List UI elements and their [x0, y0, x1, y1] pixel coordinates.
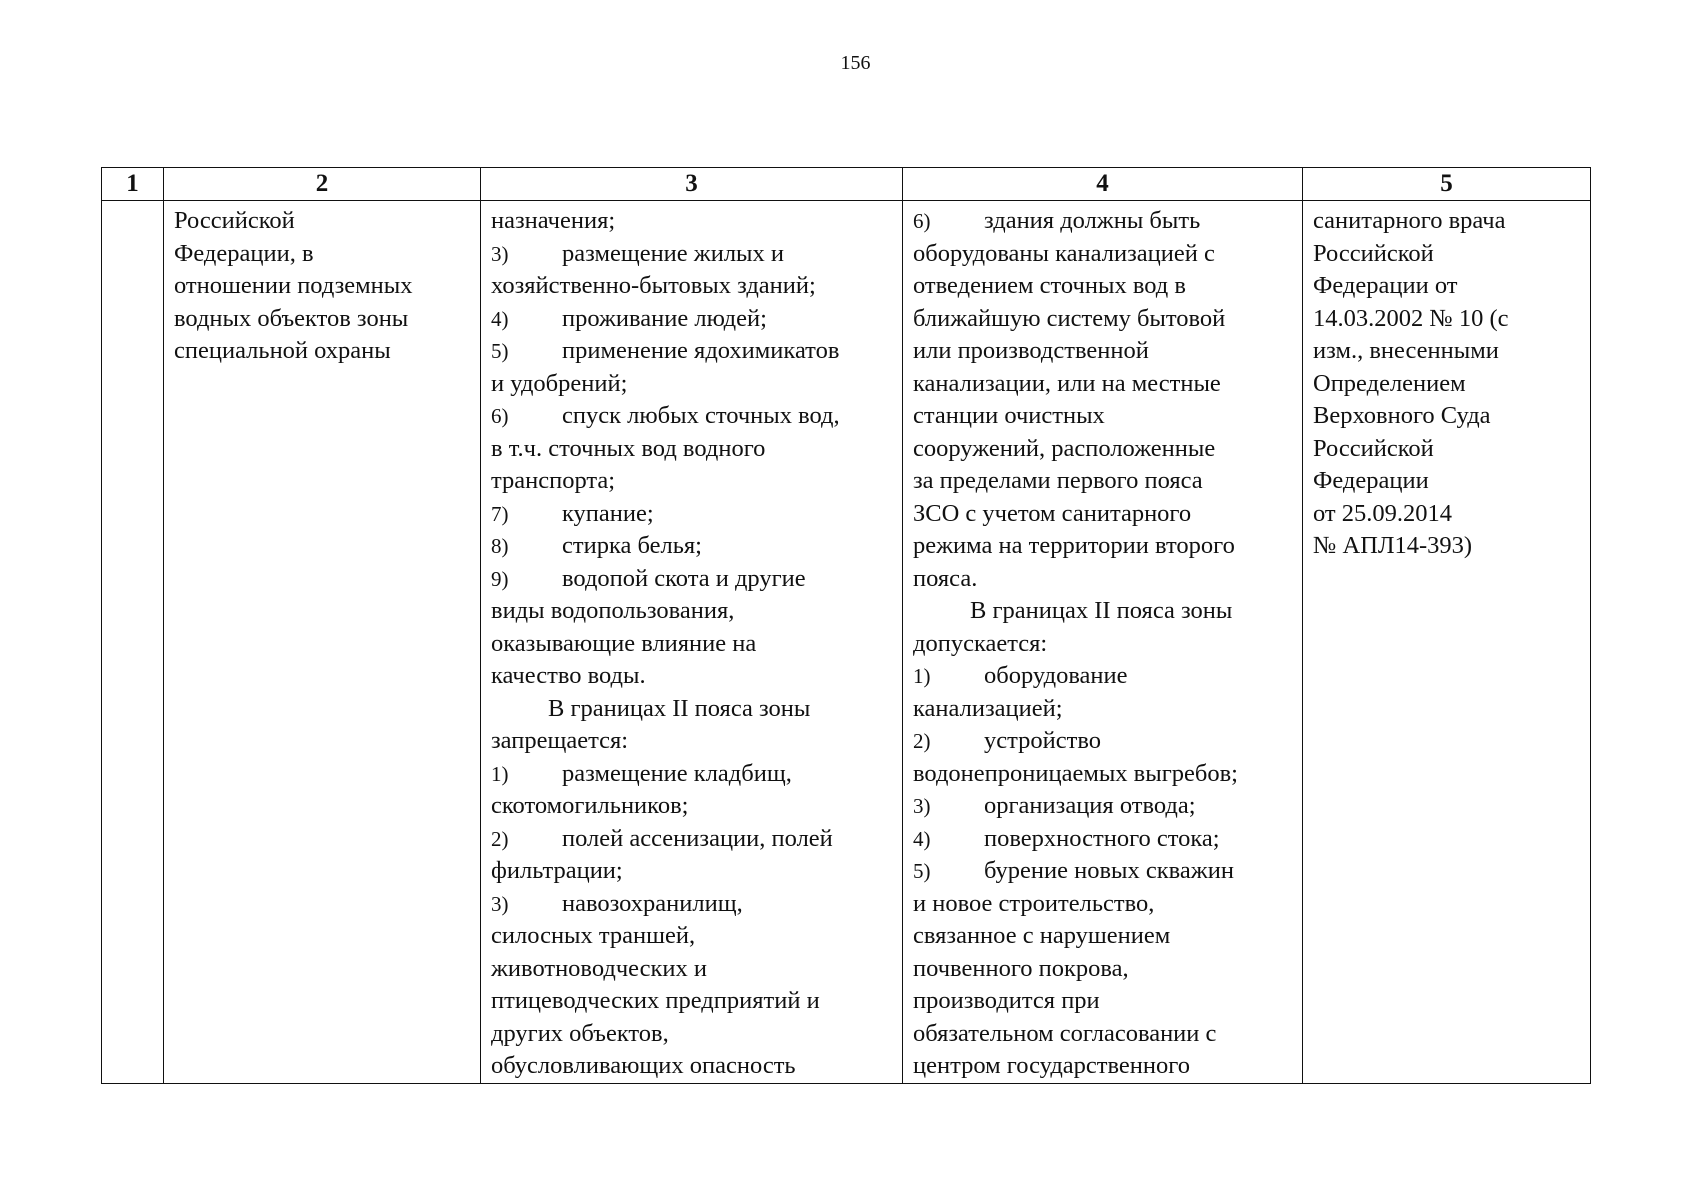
list-item-number: 5) [913, 859, 931, 883]
column-header-5: 5 [1303, 168, 1591, 201]
cell-text-line: специальной охраны [174, 337, 391, 364]
cell-text-line: Федерации от [1313, 272, 1458, 299]
cell-text-line: транспорта; [491, 467, 616, 494]
cell-text-line: и удобрений; [491, 369, 628, 397]
cell-text-line: ближайшую систему бытовой [913, 304, 1226, 332]
list-item-number: 1) [913, 664, 931, 688]
cell-text-line: 14.03.2002 № 10 (с [1313, 304, 1509, 332]
cell-text-line: оказывающие влияние на [491, 629, 757, 657]
list-item-text: размещение жилых и [562, 239, 785, 267]
list-item [913, 790, 1292, 823]
list-item-number: 5) [491, 339, 509, 363]
list-item-text: размещение кладбищ, [562, 759, 792, 787]
list-item-text: организация отвода; [984, 792, 1196, 819]
cell-text-line: производится при [913, 987, 1100, 1014]
cell-text-line: пояса. [913, 564, 978, 592]
list-item-number: 6) [491, 404, 509, 428]
cell-text-line: допускается: [913, 629, 1048, 657]
cell-text-line: отведением сточных вод в [913, 272, 1186, 299]
list-item-text: купание; [562, 499, 654, 527]
cell-text-line: изм., внесенными [1313, 337, 1499, 364]
cell-text-line: станции очистных [913, 402, 1105, 429]
cell-text-line: центром государственного [913, 1052, 1190, 1079]
list-item-number: 7) [491, 501, 509, 526]
header-row [102, 168, 1591, 201]
list-item-number: 4) [913, 826, 931, 851]
cell-text-line: сооружений, расположенные [913, 434, 1216, 462]
list-item-number: 2) [913, 729, 931, 753]
cell-text-line: птицеводческих предприятий и [491, 987, 820, 1014]
cell-text-line: качество воды. [491, 662, 646, 689]
list-item-text: применение ядохимикатов [562, 337, 840, 364]
column-header-4: 4 [903, 168, 1303, 201]
cell-text-line: водных объектов зоны [174, 304, 409, 332]
list-item-number: 3) [491, 891, 509, 916]
list-item [913, 660, 1292, 693]
cell-text-line: фильтрации; [491, 857, 623, 884]
list-item [491, 563, 892, 596]
cell-text-line: Российской [174, 207, 295, 234]
list-item [491, 530, 892, 563]
list-item-number: 4) [491, 306, 509, 331]
cell-text-line: других объектов, [491, 1019, 669, 1047]
list-item [491, 400, 892, 433]
cell-col2 [164, 201, 481, 1084]
cell-text-line: оборудованы канализацией с [913, 239, 1215, 267]
cell-text-line: ЗСО с учетом санитарного [913, 499, 1192, 527]
column-header-3: 3 [481, 168, 903, 201]
cell-text-line: Верховного Суда [1313, 402, 1491, 429]
list-item [491, 303, 892, 336]
cell-text-line: силосных траншей, [491, 922, 696, 949]
cell-text-line: виды водопользования, [491, 597, 735, 624]
list-item-text: водопой скота и другие [562, 564, 806, 592]
list-item [491, 498, 892, 531]
cell-text-line: почвенного покрова, [913, 954, 1129, 982]
cell-text-line: связанное с нарушением [913, 922, 1171, 949]
list-item-number: 8) [491, 534, 509, 558]
list-item-text: спуск любых сточных вод, [562, 402, 840, 429]
cell-text-line: Российской [1313, 239, 1434, 267]
cell-text-line: Федерации, в [174, 239, 314, 267]
cell-text-line: отношении подземных [174, 272, 413, 299]
cell-text-line: скотомогильников; [491, 792, 689, 819]
cell-text-line: № АПЛ14-393) [1313, 532, 1473, 559]
cell-text-line: Федерации [1313, 467, 1429, 494]
cell-text-line: назначения; [491, 207, 616, 234]
cell-text-line: санитарного врача [1313, 207, 1506, 234]
cell-text-line: за пределами первого пояса [913, 467, 1203, 494]
cell-text-line: водонепроницаемых выгребов; [913, 759, 1238, 787]
cell-text-line: обязательном согласовании с [913, 1019, 1217, 1047]
list-item [491, 888, 892, 921]
cell-text-line: запрещается: [491, 727, 629, 754]
cell-text-line: обусловливающих опасность [491, 1052, 796, 1079]
cell-text-line: Российской [1313, 434, 1434, 462]
list-item [491, 335, 892, 368]
page-number: 156 [840, 52, 871, 74]
list-item [913, 725, 1292, 758]
list-item-text: здания должны быть [984, 207, 1201, 234]
column-header-1: 1 [102, 168, 164, 201]
list-item-text: проживание людей; [562, 304, 767, 332]
list-item-text: бурение новых скважин [984, 857, 1234, 884]
cell-text-line: и новое строительство, [913, 889, 1155, 917]
regulation-table [101, 167, 1591, 1084]
cell-text-line: от 25.09.2014 [1313, 499, 1453, 527]
cell-text-line: животноводческих и [491, 954, 708, 982]
list-item-number: 9) [491, 566, 509, 591]
list-item [913, 205, 1292, 238]
cell-col1 [102, 201, 164, 1084]
list-item [913, 855, 1292, 888]
list-item-text: стирка белья; [562, 532, 702, 559]
list-item-number: 1) [491, 761, 509, 786]
list-item-text: полей ассенизации, полей [562, 824, 833, 852]
list-item [491, 758, 892, 791]
list-item-text: поверхностного стока; [984, 824, 1220, 852]
list-item-number: 3) [491, 241, 509, 266]
cell-text-line: хозяйственно-бытовых зданий; [491, 272, 816, 299]
list-item [491, 823, 892, 856]
cell-col4 [903, 201, 1303, 1084]
cell-text-line: канализацией; [913, 694, 1063, 722]
list-item [913, 823, 1292, 856]
cell-col5 [1303, 201, 1591, 1084]
cell-text-line: Определением [1313, 369, 1466, 397]
cell-text-line: канализации, или на местные [913, 369, 1221, 397]
list-item-text: устройство [984, 727, 1101, 754]
cell-text-line: в т.ч. сточных вод водного [491, 434, 766, 462]
column-header-2: 2 [164, 168, 481, 201]
list-item-number: 3) [913, 794, 931, 818]
list-item [491, 238, 892, 271]
list-item-number: 2) [491, 826, 509, 851]
list-item-text: оборудование [984, 662, 1128, 689]
cell-text-line: или производственной [913, 337, 1149, 364]
cell-col3 [481, 201, 903, 1084]
paragraph-start: В границах II пояса зоны [970, 597, 1233, 624]
list-item-text: навозохранилищ, [562, 889, 743, 917]
paragraph-start: В границах II пояса зоны [548, 694, 811, 722]
table-row [102, 201, 1591, 1084]
list-item-number: 6) [913, 209, 931, 233]
cell-text-line: режима на территории второго [913, 532, 1235, 559]
